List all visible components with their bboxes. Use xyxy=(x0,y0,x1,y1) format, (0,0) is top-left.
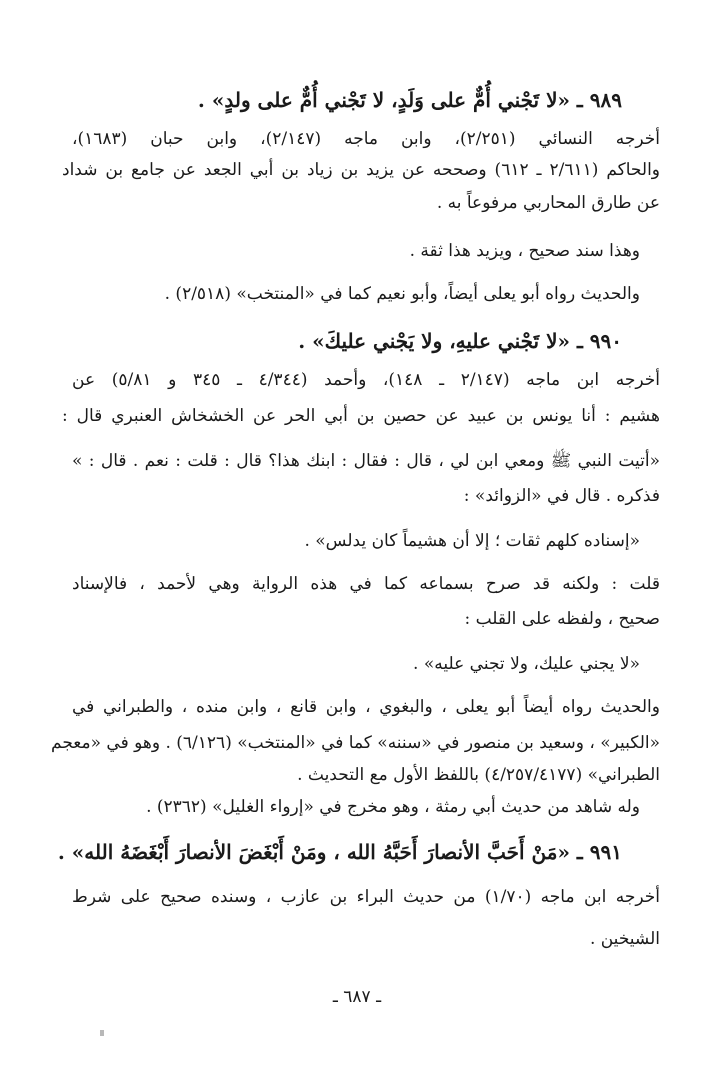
hadith-990-other-sources-line-3: الطبراني» (٤/٢٥٧/٤١٧٧) باللفظ الأول مع التحديث . xyxy=(297,765,660,785)
hadith-990-takhrij-line-1: أخرجه ابن ماجه (٢/١٤٧ ـ ١٤٨)، وأحمد (٤/٣٤٤ ـ ٣٤٥ و ٥/٨١) عن xyxy=(72,370,660,390)
margin-mark xyxy=(100,1030,104,1036)
hadith-990-heading: ٩٩٠ ـ «لا تَجْني عليهِ، ولا يَجْني عليكَ» . xyxy=(298,329,622,353)
hadith-991-heading: ٩٩١ ـ «مَنْ أَحَبَّ الأنصارَ أَحَبَّهُ الله ، ومَنْ أَبْغَضَ الأنصارَ أَبْغَضَهُ الله» . xyxy=(57,840,622,864)
hadith-989-heading: ٩٨٩ ـ «لا تَجْني أُمٌّ على وَلَدٍ، لا تَجْني أُمٌّ على ولدٍ» . xyxy=(197,88,622,112)
hadith-990-zawaid-quote: «إسناده كلهم ثقات ؛ إلا أن هشيماً كان يدلس» . xyxy=(304,531,640,551)
hadith-990-narration-quote: «أتيت النبي ﷺ ومعي ابن لي ، قال : فقال : ابنك هذا؟ قال : قلت : نعم . قال : » xyxy=(72,451,660,471)
hadith-989-takhrij-line-3: عن طارق المحاربي مرفوعاً به . xyxy=(436,193,660,213)
hadith-991-takhrij-line-2: الشيخين . xyxy=(589,929,660,949)
hadith-990-zawaid-ref: فذكره . قال في «الزوائد» : xyxy=(463,486,660,506)
author-comment-line-2: صحيح ، ولفظه على القلب : xyxy=(464,609,660,629)
hadith-990-supporting-report: وله شاهد من حديث أبي رمثة ، وهو مخرج في «إرواء الغليل» (٢٣٦٢) . xyxy=(146,797,640,817)
hadith-990-alt-wording: «لا يجني عليك، ولا تجني عليه» . xyxy=(413,654,640,674)
hadith-990-other-sources-line-1: والحديث رواه أيضاً أبو يعلى ، والبغوي ، وابن قانع ، وابن منده ، والطبراني في xyxy=(72,697,660,717)
hadith-989-other-sources: والحديث رواه أبو يعلى أيضاً، وأبو نعيم كما في «المنتخب» (٢/٥١٨) . xyxy=(164,284,640,304)
page-number: ـ ٦٨٧ ـ xyxy=(332,987,382,1007)
hadith-989-takhrij-line-1: أخرجه النسائي (٢/٢٥١)، وابن ماجه (٢/١٤٧)، وابن حبان (١٦٨٣)، xyxy=(72,129,660,149)
hadith-990-takhrij-line-2: هشيم : أنا يونس بن عبيد عن حصين بن أبي الحر عن الخشخاش العنبري قال : xyxy=(62,406,660,426)
author-comment-line-1: قلت : ولكنه قد صرح بسماعه كما في هذه الرواية وهي لأحمد ، فالإسناد xyxy=(72,574,660,594)
hadith-989-grading: وهذا سند صحيح ، ويزيد هذا ثقة . xyxy=(409,241,640,261)
hadith-990-other-sources-line-2: «الكبير» ، وسعيد بن منصور في «سننه» كما في «المنتخب» (٦/١٢٦) . وهو في «معجم xyxy=(51,733,660,753)
hadith-991-takhrij-line-1: أخرجه ابن ماجه (١/٧٠) من حديث البراء بن عازب ، وسنده صحيح على شرط xyxy=(72,887,660,907)
hadith-989-takhrij-line-2: والحاكم (٢/٦١١ ـ ٦١٢) وصححه عن يزيد بن زياد بن أبي الجعد عن جامع بن شداد xyxy=(62,160,660,180)
